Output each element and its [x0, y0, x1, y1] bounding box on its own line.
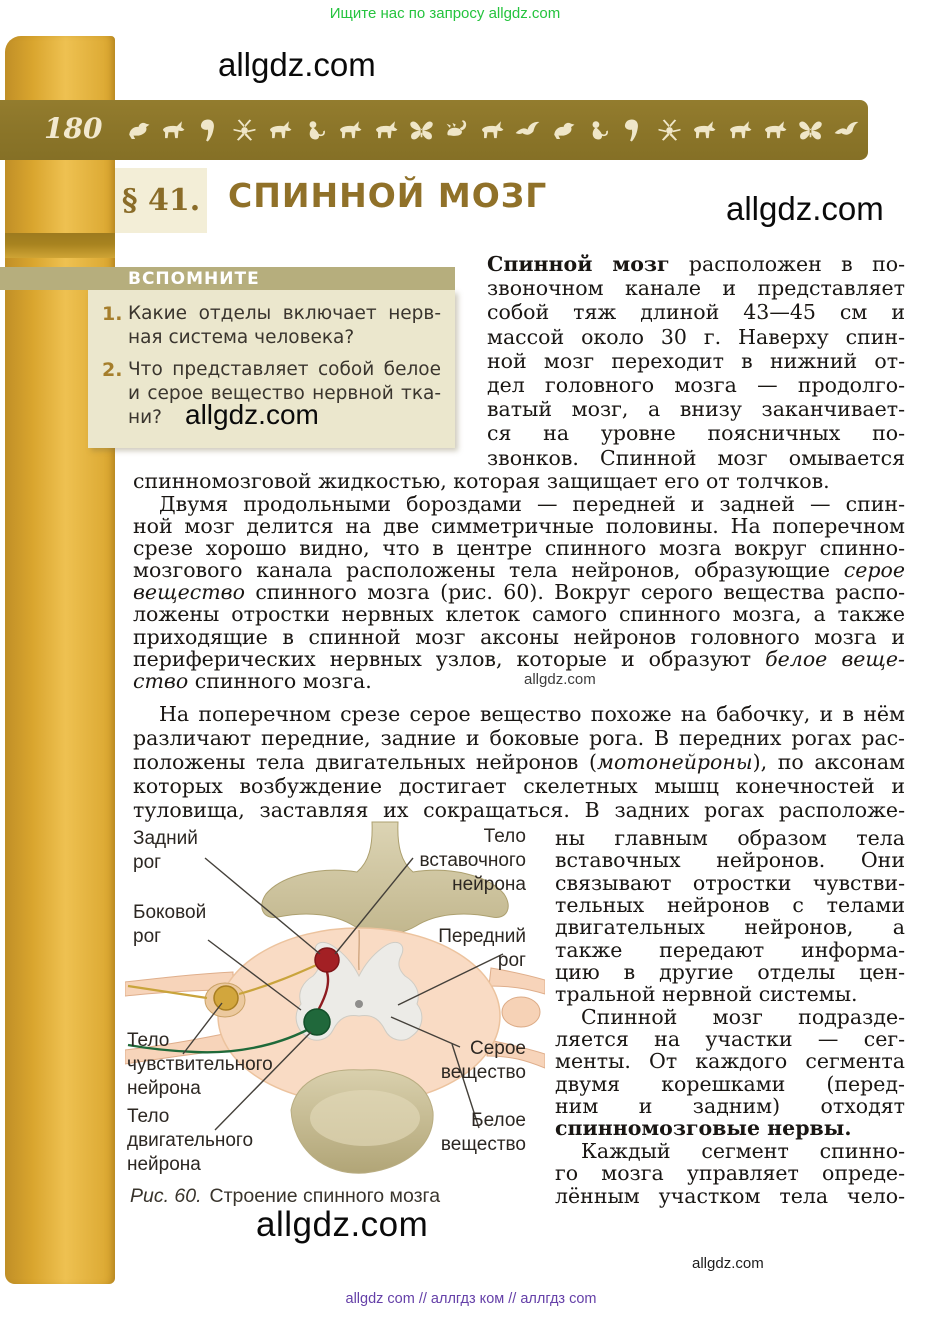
- text-line: различают передние, задние и боковые рога. В передних рогах рас-: [133, 726, 905, 751]
- paragraph-2: [133, 493, 905, 692]
- text-line: срезе хорошо видно, что в центре спинного мозга вокруг спинно-: [133, 536, 905, 561]
- page-number: 180: [44, 112, 103, 145]
- paragraph-number-box: § 41.: [115, 168, 207, 233]
- watermark-bottom-small: allgdz.com: [692, 1255, 764, 1272]
- figure-caption-number: Рис. 60.: [130, 1185, 202, 1207]
- spider-icon: [231, 117, 258, 144]
- text-line: Тело: [483, 826, 526, 847]
- text-line: вещество спинного мозга (рис. 60). Вокруг серого вещества распо-: [133, 580, 905, 605]
- monkey-icon: [585, 117, 612, 144]
- bird-icon: [550, 117, 577, 144]
- text-line: вещество: [440, 1134, 526, 1155]
- watermark-header-right: allgdz.com: [726, 190, 884, 227]
- text-line: Задний: [133, 828, 198, 849]
- label-interneuron-body: [398, 825, 526, 897]
- recall-item-text: [128, 302, 441, 350]
- text-line: Передний: [438, 926, 526, 947]
- footer-watermark-links: allgdz com // аллгдз ком // аллгдз com: [345, 1291, 597, 1307]
- motor-neuron-body: [304, 1009, 330, 1035]
- recall-item-number: 2.: [102, 359, 123, 381]
- right-spinal-ganglion: [502, 997, 540, 1027]
- label-motor-neuron-body: [127, 1105, 253, 1177]
- text-line: вещество: [440, 1062, 526, 1083]
- text-line: и серое вещество нервной тка-: [128, 383, 441, 404]
- text-line: лённым участком тела чело-: [555, 1183, 905, 1208]
- text-line: ная система человека?: [128, 327, 355, 348]
- label-dorsal-horn: [133, 827, 198, 875]
- label-ventral-horn: [398, 925, 526, 973]
- text-line: Спинной мозг расположен в по-: [487, 252, 905, 276]
- text-line: рог: [133, 852, 162, 873]
- text-line: го мозга управляет опреде-: [555, 1161, 905, 1186]
- text-line: нейрона: [452, 874, 526, 895]
- label-white-matter: [398, 1109, 526, 1157]
- text-line: нейрона: [127, 1078, 201, 1099]
- text-line: ложены отростки нервных клеток самого спинного мозга, а также: [133, 602, 905, 627]
- text-line: ним и задним) отходят: [555, 1094, 905, 1119]
- text-line: ной мозг переходит в нижний от-: [487, 348, 905, 373]
- text-line: Каждый сегмент спинно-: [581, 1138, 905, 1163]
- text-line: менты. От каждого сегмента: [555, 1049, 905, 1074]
- text-line: ляется на участки — сег-: [555, 1027, 905, 1052]
- text-line: ся на уровне поясничных по-: [487, 421, 905, 446]
- watermark-figure: allgdz.com: [256, 1205, 429, 1244]
- text-line: дел головного мозга — продолго-: [487, 373, 905, 398]
- recall-box-header: ВСПОМНИТЕ: [0, 267, 455, 290]
- text-line: которых возбуждение достигает скелетных мышц конечностей и: [133, 774, 905, 799]
- label-sensory-neuron-body: [127, 1029, 273, 1101]
- swallow-icon: [514, 117, 541, 144]
- butterfly-icon: [408, 117, 435, 144]
- swallow-icon: [833, 117, 860, 144]
- text-line: мозгового канала расположены тела нейронов, образующие серое: [133, 558, 905, 583]
- text-line: двигательных нейронов, а: [555, 915, 905, 940]
- text-line: Боковой: [133, 902, 207, 923]
- chapter-title: СПИННОЙ МОЗГ: [228, 176, 548, 215]
- text-line: вставочных нейронов. Они: [555, 848, 905, 873]
- text-line: связывают отростки чувстви-: [555, 870, 905, 895]
- parrot-icon: [620, 117, 647, 144]
- spider-icon: [656, 117, 683, 144]
- text-line: рог: [133, 926, 162, 947]
- text-line: ни?: [128, 407, 162, 428]
- text-line: спинномозговые нервы.: [555, 1116, 852, 1141]
- watermark-recall-box: allgdz.com: [185, 399, 319, 430]
- text-line: нейрона: [127, 1154, 201, 1175]
- text-line: ной мозг делится на две симметричные половины. На поперечном: [133, 514, 905, 539]
- bird-icon: [125, 117, 152, 144]
- text-line: Спинной мозг подразде-: [581, 1004, 905, 1029]
- text-line: ватый мозг, а внизу заканчивает-: [487, 397, 905, 422]
- right-text-column: [555, 827, 905, 1207]
- deer-icon: [762, 117, 789, 144]
- text-line: цию в другие отделы цен-: [555, 960, 905, 985]
- antelope-icon: [479, 117, 506, 144]
- figure-caption-text: Строение спинного мозга: [209, 1185, 441, 1207]
- text-line: Двумя продольными бороздами — передней и задней — спин-: [159, 492, 905, 516]
- text-line: звоночном канале и представляет: [487, 276, 905, 301]
- bison-icon: [373, 117, 400, 144]
- recall-item-1: [102, 302, 441, 350]
- label-gray-matter: [398, 1037, 526, 1085]
- text-line: тельных нейронов с телами: [555, 893, 905, 918]
- text-line: собой тяж длиной 43—45 см и: [487, 300, 905, 325]
- text-line: положены тела двигательных нейронов (мотонейроны), по аксонам: [133, 750, 906, 775]
- animal-silhouette-strip: [125, 108, 860, 152]
- text-line: ство спинного мозга.: [133, 668, 372, 693]
- intro-paragraph-lastline: [133, 470, 905, 493]
- kangaroo-icon: [727, 117, 754, 144]
- parrot-icon: [196, 117, 223, 144]
- text-line: чувствительного: [127, 1054, 273, 1075]
- monkey-icon: [302, 117, 329, 144]
- recall-item-number: 1.: [102, 303, 123, 325]
- interneuron-body: [315, 948, 339, 972]
- paragraph-3: [133, 702, 905, 822]
- text-line: тральной нервной системы.: [555, 982, 858, 1007]
- text-line: туловища, заставляя их сокращаться. В задних рогах расположе-: [133, 798, 905, 823]
- text-line: периферических нервных узлов, которые и образуют белое веще-: [133, 646, 905, 671]
- text-line: двумя корешками (перед-: [555, 1071, 905, 1096]
- text-line: ны главным образом тела: [555, 826, 905, 850]
- boar-icon: [691, 117, 718, 144]
- text-line: На поперечном срезе серое вещество похоже на бабочку, и в нём: [159, 702, 905, 726]
- goat-icon: [337, 117, 364, 144]
- text-line: массой около 30 г. Наверху спин-: [487, 324, 905, 349]
- text-line: спинномозговой жидкостью, которая защищает его от толчков.: [133, 469, 830, 493]
- label-lateral-horn: [133, 901, 206, 949]
- boar-icon: [267, 117, 294, 144]
- search-banner-text: Ищите нас по запросу allgdz.com: [329, 5, 561, 22]
- butterfly-icon: [797, 117, 824, 144]
- sensory-neuron-body: [214, 986, 238, 1010]
- text-line: Какие отделы включает нерв-: [128, 303, 441, 324]
- text-line: Тело: [127, 1030, 170, 1051]
- text-line: Белое: [471, 1110, 526, 1131]
- text-line: Тело: [127, 1106, 170, 1127]
- moose-icon: [160, 117, 187, 144]
- text-line: рог: [497, 950, 526, 971]
- left-gold-bar: [5, 36, 115, 1284]
- text-line: Что представляет собой белое: [128, 359, 441, 380]
- intro-paragraph-column: [487, 252, 905, 470]
- text-line: также передают информа-: [555, 937, 905, 962]
- text-line: звонков. Спинной мозг омывается: [487, 445, 905, 470]
- text-line: вставочного: [419, 850, 526, 871]
- text-line: Серое: [470, 1038, 526, 1059]
- scorpion-icon: [444, 117, 471, 144]
- dorsal-median-sulcus: [359, 930, 360, 970]
- text-line: двигательного: [127, 1130, 254, 1151]
- left-bar-dark-strip: [5, 233, 115, 258]
- watermark-mid-text: allgdz.com: [524, 671, 596, 688]
- central-canal: [355, 1000, 363, 1008]
- watermark-top: allgdz.com: [218, 46, 376, 83]
- text-line: приходящие в спинной мозг аксоны нейронов головного мозга и: [133, 624, 905, 649]
